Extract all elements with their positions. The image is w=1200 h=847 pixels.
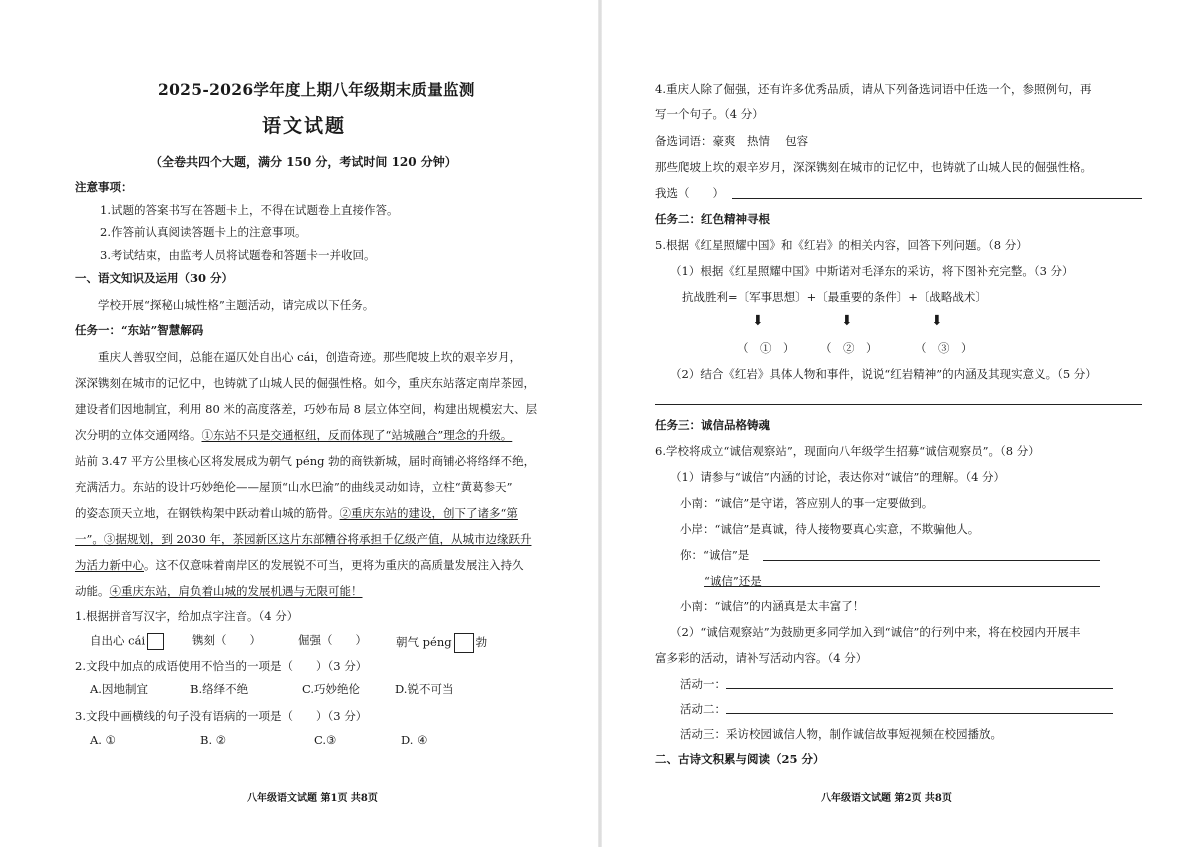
q4-answer-line[interactable] [732,198,1142,199]
underlined-sentence-3-end: 为活力新中心 [75,558,144,572]
q6-answer-line-1[interactable] [763,560,1100,561]
q2-option-c[interactable]: C.巧妙绝伦 [302,682,361,696]
q5-answer-line[interactable] [655,404,1142,405]
dialogue-xiaonan: 小南：“诚信”是守诺，答应别人的事一定要做到。 [680,496,934,510]
q1-item-a [90,633,166,650]
victory-formula: 抗战胜利=〔军事思想〕+〔最重要的条件〕+〔战略战术〕 [682,290,987,304]
q1-item-text: 勃 [475,635,488,649]
page-footer: 八年级语文试题 第2页 共8页 [821,793,952,804]
passage-line [75,428,512,443]
dialogue-xiaoan: 小岸：“诚信”是真诚，待人接物要真心实意，不欺骗他人。 [680,522,980,536]
passage-line [75,584,363,599]
section-1-heading: 一、语文知识及运用（30 分） [75,271,234,285]
q4-example: 那些爬坡上坎的艰辛岁月，深深镌刻在城市的记忆中，也铸就了山城人民的倔强性格。 [655,160,1092,174]
notice-item: 2.作答前认真阅读答题卡上的注意事项。 [100,225,307,239]
q2-option-a[interactable]: A.因地制宜 [90,682,148,696]
activity-2-label: 活动二： [680,702,726,716]
passage-text: 次分明的立体交通网络。 [75,428,202,442]
question-6-2-cont: 富多彩的活动，请补写活动内容。（4 分） [655,651,868,665]
passage-line [75,558,524,573]
page-footer: 八年级语文试题 第1页 共8页 [247,793,378,804]
underlined-sentence-4: ④重庆东站，肩负着山城的发展机遇与无限可能！ [109,584,363,598]
question-5: 5.根据《红星照耀中国》和《红岩》的相关内容，回答下列问题。（8 分） [655,238,1028,252]
q1-item-b: 镌刻（ ） [192,633,261,647]
section-2-heading: 二、古诗文积累与阅读（25 分） [655,752,825,766]
question-3: 3.文段中画横线的句子没有语病的一项是（ ）（3 分） [75,709,368,723]
q3-option-b[interactable]: B. ② [200,733,227,747]
answer-box[interactable] [454,633,474,653]
notice-item: 1.试题的答案书写在答题卡上，不得在试题卷上直接作答。 [100,203,399,217]
task-2-heading: 任务二：红色精神寻根 [655,212,770,226]
underlined-sentence-1: ①东站不只是交通枢纽，反而体现了“站城融合”理念的升级。 [201,428,513,442]
activity-1-label: 活动一： [680,677,726,691]
q2-option-d[interactable]: D.锐不可当 [395,682,454,696]
q6-answer-line-2[interactable] [704,586,1100,587]
answer-box[interactable] [147,633,164,650]
exam-subtitle: 语文试题 [262,115,347,137]
dialogue-you-1: 你：“诚信”是 [680,548,750,562]
question-4: 4.重庆人除了倔强，还有许多优秀品质，请从下列备选词语中任选一个，参照例句，再 [655,82,1092,96]
right-page [600,0,1200,847]
q1-item-text: 自出心 cái [90,633,146,648]
passage-text: 动能。 [75,584,110,598]
activity-3: 活动三：采访校园诚信人物，制作诚信故事短视频在校园播放。 [680,727,1002,741]
activity-2-line[interactable] [726,713,1113,714]
formula-blank-3[interactable]: （ ③ ） [915,341,973,355]
question-1: 1.根据拼音写汉字，给加点字注音。（4 分） [75,609,299,623]
q3-option-c[interactable]: C.③ [314,733,337,747]
passage-line: 重庆人善驭空间，总能在逼仄处自出心 cái，创造奇迹。那些爬坡上坎的艰辛岁月， [98,350,522,364]
question-2: 2.文段中加点的成语使用不恰当的一项是（ ）（3 分） [75,659,368,673]
q1-item-text: 朝气 péng [396,635,452,649]
task-3-heading: 任务三：诚信品格铸魂 [655,418,770,432]
q1-item-c: 倔强（ ） [298,633,367,647]
passage-line [75,532,531,547]
underlined-sentence-3: ③据规划，到 2030 年，茶园新区这片东部糟谷将承担千亿级产值，从城市边缘跃升 [103,532,532,546]
passage-text: 的姿态顶天立地，在钢铁构架中跃动着山城的筋骨。 [75,506,340,520]
formula-blank-1[interactable]: （ ① ） [737,341,795,355]
passage-line: 深深镌刻在城市的记忆中，也铸就了山城人民的倔强性格。如今，重庆东站落定南岸茶园， [75,376,535,390]
passage-line: 充满活力。东站的设计巧妙绝伦——屋顶“山水巴渝”的曲线灵动如诗，立柱“黄葛参天” [75,480,513,494]
notice-item: 3.考试结束，由监考人员将试题卷和答题卡一并收回。 [100,248,376,262]
arrow-down-icon: ⬇ [841,313,853,329]
q4-word-choices: 备选词语：豪爽 热情 包容 [655,134,809,148]
question-4-cont: 写一个句子。（4 分） [655,107,764,121]
dialogue-xiaonan-2: 小南：“诚信”的内涵真是太丰富了！ [680,599,865,613]
dialogue-you-2: “诚信”还是 [704,574,762,588]
q3-option-a[interactable]: A. ① [90,733,116,747]
arrow-down-icon: ⬇ [931,313,943,329]
underlined-sentence-2: ②重庆东站的建设，创下了诸多“第 [339,506,518,520]
q1-item-d [396,633,487,653]
q4-answer-label: 我选（ ） [655,186,724,200]
q2-option-b[interactable]: B.络绎不绝 [190,682,249,696]
passage-line [75,506,518,521]
question-5-2: （2）结合《红岩》具体人物和事件，说说“红岩精神”的内涵及其现实意义。（5 分） [670,367,1097,381]
question-6: 6.学校将成立“诚信观察站”，现面向八年级学生招募“诚信观察员”。（8 分） [655,444,1040,458]
exam-info: （全卷共四个大题，满分 150 分，考试时间 120 分钟） [150,155,457,169]
notice-header: 注意事项： [75,180,133,194]
activity-1-line[interactable] [726,688,1113,689]
arrow-down-icon: ⬇ [752,313,764,329]
passage-line: 建设者们因地制宜，利用 80 米的高度落差，巧妙布局 8 层立体空间，构建出规模宏大、层 [75,402,538,416]
question-6-1: （1）请参与“诚信”内涵的讨论，表达你对“诚信”的理解。（4 分） [670,470,1006,484]
passage-line: 站前 3.47 平方公里核心区将发展成为朝气 péng 勃的商铁新城，届时商铺必将络绎不绝， [75,454,536,468]
underlined-sentence-2-end: 一”。 [75,532,104,546]
q3-option-d[interactable]: D. ④ [401,733,428,747]
task-1-heading: 任务一：“东站”智慧解码 [75,323,204,337]
exam-title: 2025-2026学年度上期八年级期末质量监测 [158,80,475,99]
question-6-2: （2）“诚信观察站”为鼓励更多同学加入到“诚信”的行列中来，将在校园内开展丰 [670,625,1081,639]
activity-intro: 学校开展“探秘山城性格”主题活动，请完成以下任务。 [98,298,375,312]
question-5-1: （1）根据《红星照耀中国》中斯诺对毛泽东的采访，将下图补充完整。（3 分） [670,264,1074,278]
formula-blank-2[interactable]: （ ② ） [820,341,878,355]
passage-text: 。这不仅意味着南岸区的发展锐不可当，更将为重庆的高质量发展注入持久 [144,558,524,572]
